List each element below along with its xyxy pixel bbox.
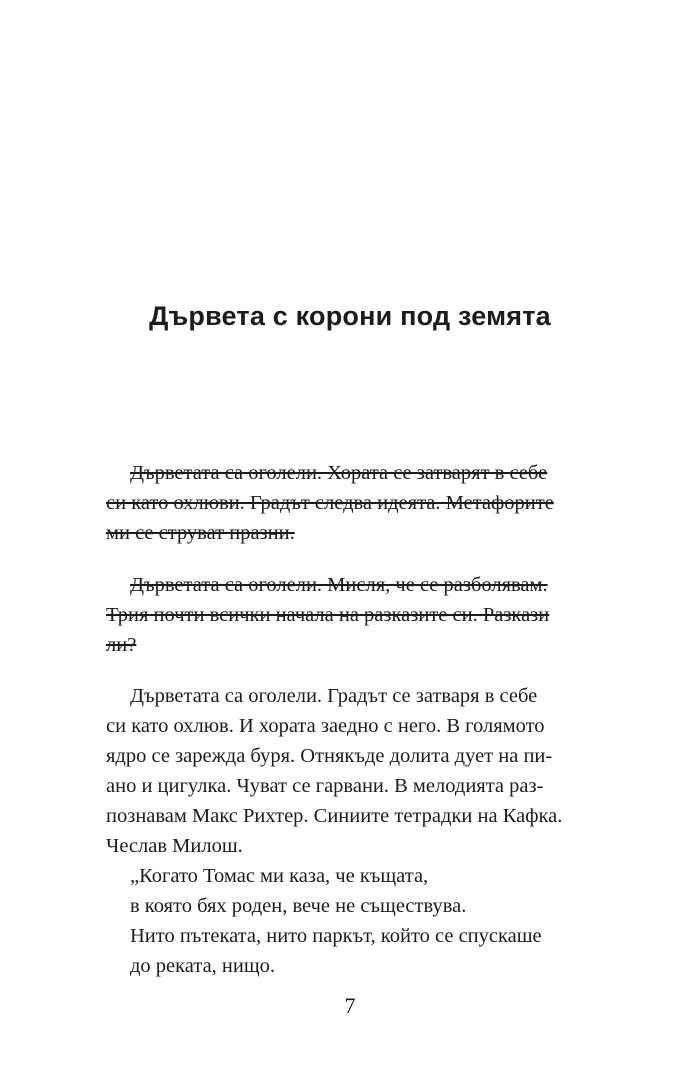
text-line: ано и цигулка. Чуват се гарвани. В мелодията раз- [106, 775, 544, 797]
chapter-title: Дървета с корони под земята [149, 301, 551, 331]
text-line: Дърветата са оголели. Градът се затваря в себе [130, 685, 538, 707]
text-line: си като охлюв. И хората заедно с него. В голямото [106, 715, 545, 737]
struck-paragraph-2 [106, 570, 598, 660]
text-line: си като охлюви. Градът следва идеята. Метафорите [106, 492, 554, 514]
text-line: Дърветата са оголели. Хората се затварят в себе [130, 462, 548, 484]
page-number: 7 [344, 993, 356, 1018]
verse-line: „Когато Томас ми каза, че къщата, [130, 865, 429, 887]
text-line: Чеслав Милош. [106, 835, 243, 857]
verse-line: Нито пътеката, нито паркът, който се спускаше [130, 925, 542, 947]
struck-paragraph-1 [106, 458, 598, 548]
text-line: познавам Макс Рихтер. Синиите тетрадки на Кафка. [106, 805, 563, 827]
quoted-verse [106, 861, 598, 981]
text-line: ядро се зарежда буря. Отнякъде долита дует на пи- [106, 745, 553, 767]
text-line: ми се струват празни. [106, 522, 295, 544]
verse-line: в която бях роден, вече не съществува. [130, 895, 467, 917]
text-line: ли? [106, 634, 137, 656]
text-line: Трия почти всички начала на разказите си. Разкази [106, 604, 550, 626]
text-line: Дърветата са оголели. Мисля, че се разболявам. [130, 574, 548, 596]
verse-line: до реката, нищо. [130, 955, 276, 977]
main-paragraph [106, 681, 598, 861]
